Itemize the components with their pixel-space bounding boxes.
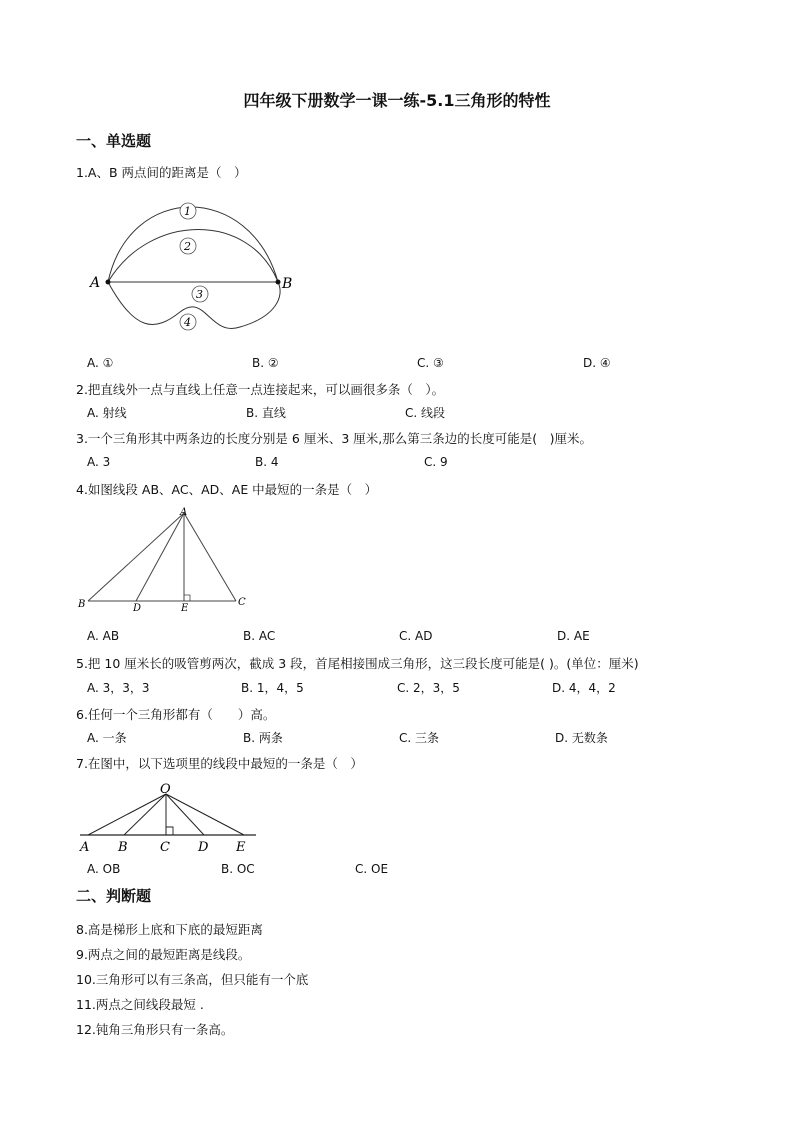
question-1-stem: 1.A、B 两点间的距离是（ ）	[76, 165, 247, 180]
question-7-stem: 7.在图中，以下选项里的线段中最短的一条是（ ）	[76, 756, 363, 771]
path-2	[108, 230, 278, 283]
question-2-stem: 2.把直线外一点与直线上任意一点连接起来，可以画很多条（ ）。	[76, 382, 445, 397]
q4-option-c[interactable]: C. AD	[399, 629, 433, 643]
q7-option-a[interactable]: A. OB	[87, 862, 121, 876]
segment-ad	[136, 513, 184, 601]
segment-ab	[88, 513, 184, 601]
q3-option-c[interactable]: C. 9	[424, 455, 448, 469]
q4-option-d[interactable]: D. AE	[557, 629, 590, 643]
segment-od	[166, 794, 204, 835]
q1-option-d[interactable]: D. ④	[583, 356, 611, 370]
point-a-dot	[106, 280, 111, 285]
right-angle-mark	[184, 595, 190, 601]
question-4-stem: 4.如图线段 AB、AC、AD、AE 中最短的一条是（ ）	[76, 482, 378, 497]
q4-option-b[interactable]: B. AC	[243, 629, 276, 643]
question-3-stem: 3.一个三角形其中两条边的长度分别是 6 厘米、3 厘米,那么第三条边的长度可能是( )厘米。	[76, 431, 592, 446]
segment-oe	[166, 794, 244, 835]
point-e-label: E	[236, 840, 246, 855]
segment-ob	[124, 794, 166, 835]
q6-option-a[interactable]: A. 一条	[87, 731, 127, 745]
q1-option-b[interactable]: B. ②	[252, 356, 279, 370]
q2-option-b[interactable]: B. 直线	[246, 406, 286, 420]
q2-option-c[interactable]: C. 线段	[405, 406, 446, 420]
path-4-number: 4	[184, 316, 191, 329]
point-b-label: B	[282, 276, 293, 292]
section-heading-single-choice: 一、单选题	[76, 132, 152, 150]
judgment-10: 10.三角形可以有三条高，但只能有一个底	[76, 972, 309, 987]
path-3-number: 3	[196, 288, 203, 301]
q1-option-c[interactable]: C. ③	[417, 356, 444, 370]
q7-option-b[interactable]: B. OC	[221, 862, 255, 876]
right-angle-mark	[166, 827, 173, 835]
point-d-label: D	[133, 603, 142, 614]
path-2-number: 2	[184, 240, 191, 253]
point-c-label: C	[160, 840, 170, 855]
q2-option-a[interactable]: A. 射线	[87, 406, 127, 420]
q5-option-c[interactable]: C. 2，3，5	[397, 681, 460, 695]
page-title: 四年级下册数学一课一练-5.1三角形的特性	[243, 91, 551, 110]
point-o-label: O	[160, 782, 171, 797]
figure-fan-segments	[76, 780, 261, 855]
vertex-b-label: B	[78, 599, 86, 610]
q6-option-c[interactable]: C. 三条	[399, 731, 440, 745]
segment-oa	[88, 794, 166, 835]
q1-option-a[interactable]: A. ①	[87, 356, 114, 370]
q5-option-b[interactable]: B. 1，4，5	[241, 681, 304, 695]
segment-ac	[184, 513, 236, 601]
q5-option-d[interactable]: D. 4，4，2	[552, 681, 616, 695]
point-a-label: A	[80, 840, 90, 855]
q4-option-a[interactable]: A. AB	[87, 629, 120, 643]
figure-path-distance	[80, 192, 310, 342]
vertex-a-label: A	[180, 507, 188, 518]
point-b-dot	[276, 280, 281, 285]
judgment-8: 8.高是梯形上底和下底的最短距离	[76, 922, 263, 937]
judgment-9: 9.两点之间的最短距离是线段。	[76, 947, 251, 962]
figure-triangle-segments	[76, 505, 256, 615]
q7-option-c[interactable]: C. OE	[355, 862, 389, 876]
q3-option-a[interactable]: A. 3	[87, 455, 111, 469]
judgment-11: 11.两点之间线段最短 .	[76, 997, 204, 1012]
q5-option-a[interactable]: A. 3，3，3	[87, 681, 150, 695]
vertex-c-label: C	[238, 597, 246, 608]
question-5-stem: 5.把 10 厘米长的吸管剪两次，截成 3 段，首尾相接围成三角形，这三段长度可能是( )。(单位：厘米)	[76, 656, 639, 671]
point-e-label: E	[181, 603, 189, 614]
judgment-12: 12.钝角三角形只有一条高。	[76, 1022, 234, 1037]
point-b-label: B	[118, 840, 128, 855]
section-heading-judgment: 二、判断题	[76, 887, 152, 905]
q6-option-b[interactable]: B. 两条	[243, 731, 283, 745]
question-6-stem: 6.任何一个三角形都有（ ）高。	[76, 707, 276, 722]
q6-option-d[interactable]: D. 无数条	[555, 731, 608, 745]
path-1-number: 1	[184, 205, 191, 218]
point-d-label: D	[198, 840, 209, 855]
point-a-label: A	[90, 275, 101, 291]
q3-option-b[interactable]: B. 4	[255, 455, 279, 469]
